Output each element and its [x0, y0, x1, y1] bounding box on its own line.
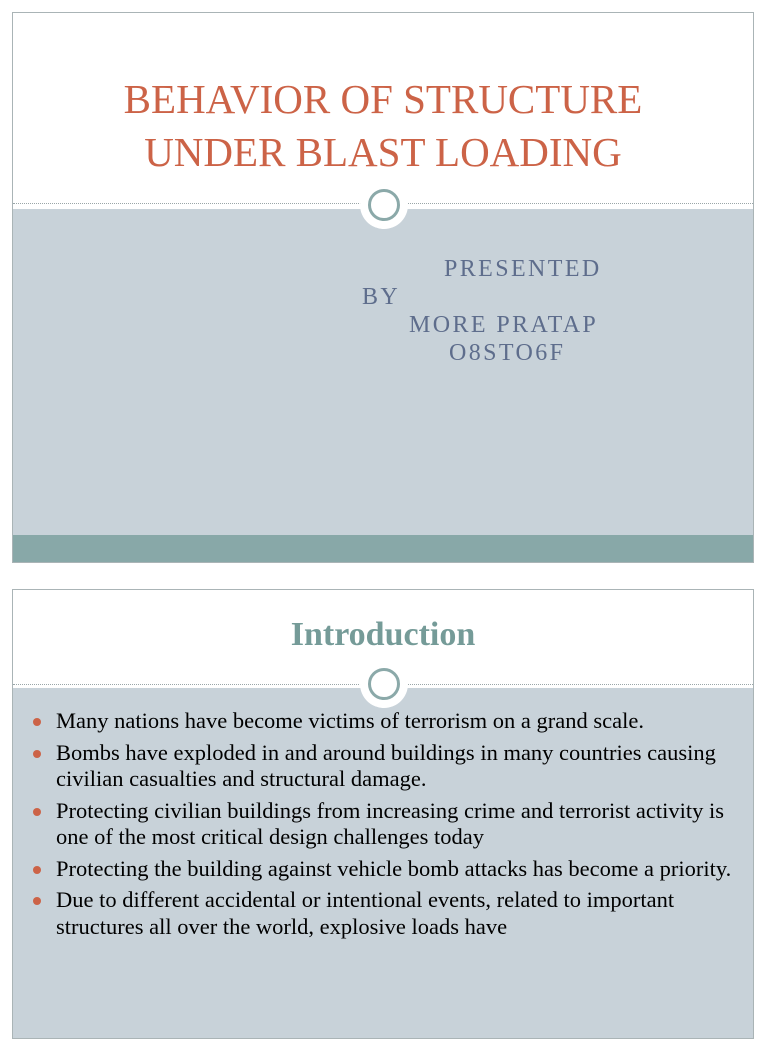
list-item: [33, 856, 733, 883]
presentation-title: [13, 73, 753, 179]
list-item: [33, 708, 733, 735]
bullet-icon: [33, 897, 41, 905]
footer-band: [13, 535, 753, 562]
bullet-text: Bombs have exploded in and around buildings in many countries causing civilian casualties and structural damage.: [56, 739, 716, 791]
presenter-name: MORE PRATAP: [409, 312, 599, 338]
bullet-list: [33, 708, 733, 945]
bullet-text: Protecting the building against vehicle bomb attacks has become a priority.: [56, 855, 732, 881]
presenter-id: O8STO6F: [449, 340, 566, 366]
bullet-icon: [33, 718, 41, 726]
title-line-1: BEHAVIOR OF STRUCTURE: [123, 76, 643, 122]
bullet-icon: [33, 750, 41, 758]
bullet-icon: [33, 866, 41, 874]
bullet-text: Many nations have become victims of terrorism on a grand scale.: [56, 708, 644, 733]
list-item: [33, 798, 733, 851]
bullet-text: Protecting civilian buildings from increasing crime and terrorist activity is one of the most critical design challenges today: [56, 797, 724, 849]
bullet-icon: [33, 808, 41, 816]
list-item: [33, 740, 733, 793]
by-label: BY: [362, 284, 401, 310]
title-line-2: UNDER BLAST LOADING: [144, 129, 622, 175]
list-item: [33, 887, 733, 940]
presented-label: PRESENTED: [444, 256, 602, 282]
bullet-text: Due to different accidental or intentional events, related to important structures all over the world, explosive loads have: [56, 887, 675, 939]
divider-ring-icon: [360, 181, 408, 229]
presenter-info: [358, 255, 658, 367]
divider-ring-icon: [360, 660, 408, 708]
introduction-slide: [12, 589, 754, 1039]
slide-title-area: [13, 13, 753, 206]
title-slide: [12, 12, 754, 563]
section-title: Introduction: [290, 616, 476, 653]
